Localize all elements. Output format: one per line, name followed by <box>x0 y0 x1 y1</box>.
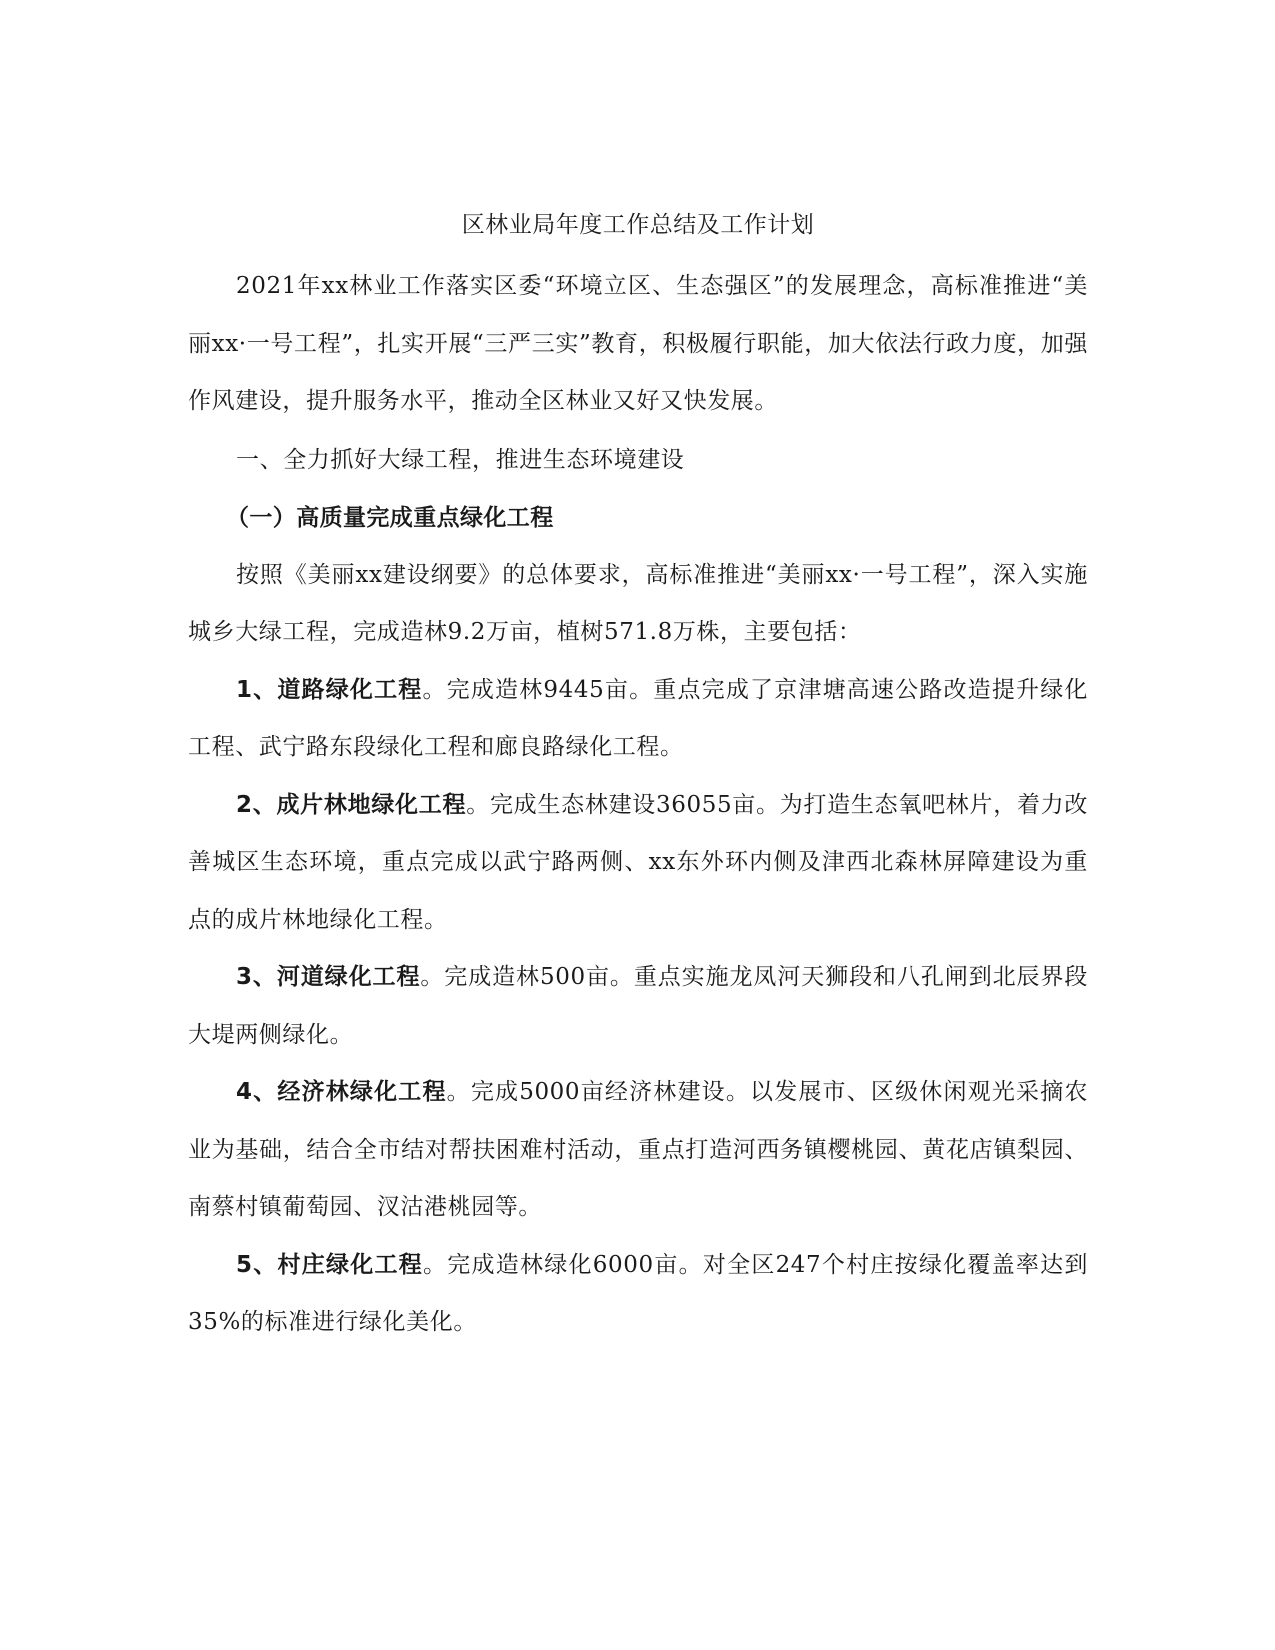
item-lead: 1、道路绿化工程 <box>236 676 423 703</box>
item-text: 。完成造林500亩。重点实施龙凤河天狮段和八孔闸到北辰界段大堤两侧绿化。 <box>188 964 1088 1048</box>
intro-paragraph: 2021年xx林业工作落实区委“环境立区、生态强区”的发展理念，高标准推进“美丽xx·一号工程”，扎实开展“三严三实”教育，积极履行职能，加大依法行政力度，加强作风建设，提升服务水平，推动全区林业又好又快发展。 <box>188 273 1088 414</box>
document-title: 区林业局年度工作总结及工作计划 <box>461 212 815 238</box>
item-paragraph <box>188 1064 1088 1237</box>
item-paragraph <box>188 949 1088 1064</box>
item-paragraph <box>188 1237 1088 1352</box>
item-lead: 2、成片林地绿化工程 <box>236 791 467 818</box>
subsection-intro-paragraph: 按照《美丽xx建设纲要》的总体要求，高标准推进“美丽xx·一号工程”，深入实施城乡大绿工程，完成造林9.2万亩，植树571.8万株，主要包括： <box>188 561 1088 645</box>
item-text: 。完成5000亩经济林建设。以发展市、区级休闲观光采摘农业为基础，结合全市结对帮扶困难村活动，重点打造河西务镇樱桃园、黄花店镇梨园、南蔡村镇葡萄园、汊沽港桃园等。 <box>188 1079 1088 1220</box>
subsection-heading: （一）高质量完成重点绿化工程 <box>226 504 554 531</box>
item-paragraph <box>188 777 1088 950</box>
item-paragraph <box>188 662 1088 777</box>
item-text: 。完成造林绿化6000亩。对全区247个村庄按绿化覆盖率达到35%的标准进行绿化美化。 <box>188 1251 1088 1335</box>
item-lead: 3、河道绿化工程 <box>236 964 421 990</box>
item-text: 。完成造林9445亩。重点完成了京津塘高速公路改造提升绿化工程、武宁路东段绿化工程和廊良路绿化工程。 <box>188 676 1089 760</box>
item-text: 。完成生态林建设36055亩。为打造生态氧吧林片，着力改善城区生态环境，重点完成以武宁路两侧、xx东外环内侧及津西北森林屏障建设为重点的成片林地绿化工程。 <box>188 791 1088 933</box>
item-lead: 5、村庄绿化工程 <box>236 1251 423 1278</box>
section-heading: 一、全力抓好大绿工程，推进生态环境建设 <box>236 446 685 473</box>
document-body <box>188 196 1088 1352</box>
item-lead: 4、经济林绿化工程 <box>236 1079 447 1105</box>
